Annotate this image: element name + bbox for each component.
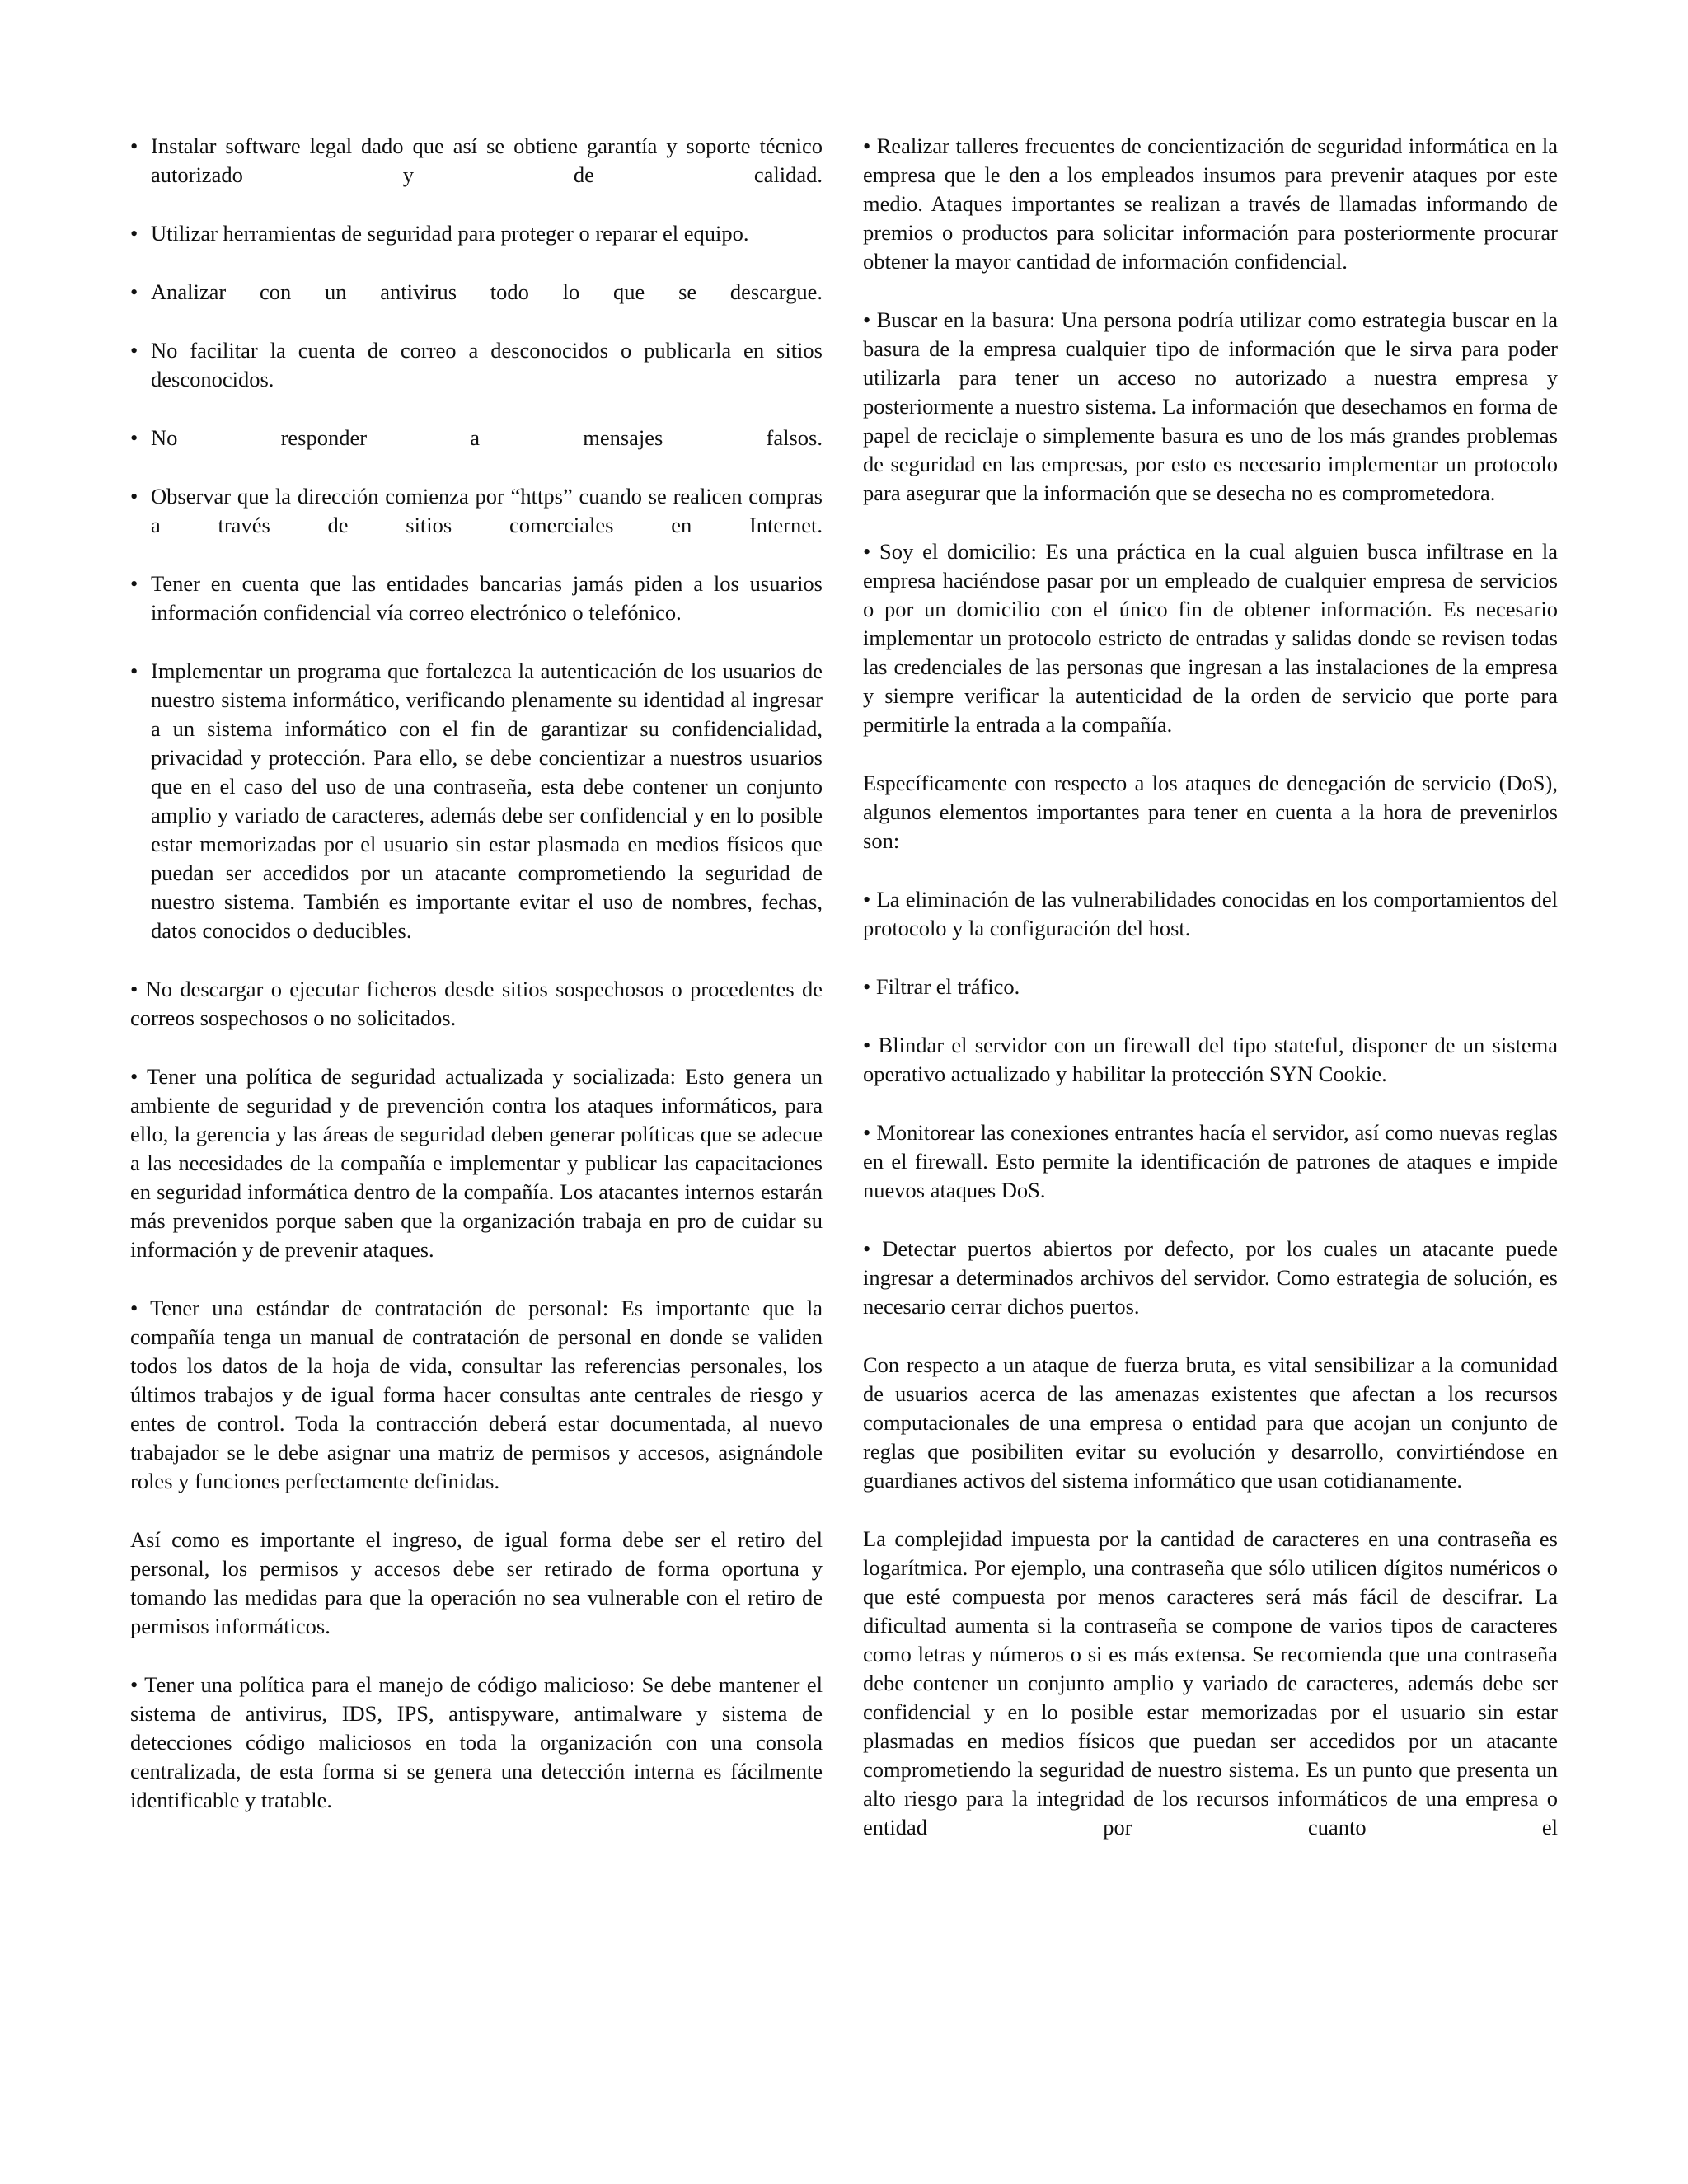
paragraph: • No descargar o ejecutar ficheros desde sitios sospechosos o procedentes de correos sospechosos o no solicitados. — [130, 977, 823, 1030]
bullet-marker: • — [130, 484, 138, 509]
list-item-text: No facilitar la cuenta de correo a desconocidos o publicarla en sitios desconocidos. — [151, 338, 823, 391]
list-item-text: No responder a mensajes falsos. — [151, 425, 823, 450]
paragraph: • Buscar en la basura: Una persona podría utilizar como estrategia buscar en la basura de la empresa cualquier tipo de información que le sirva para poder utilizarla para tener un acceso no autorizado a nuestra empresa y posteriormente a nuestro sistema. La información que desechamos en forma de papel de reciclaje o simplemente basura es uno de los más grandes problemas de seguridad en las empresas, por esto es necesario implementar un protocolo para asegurar que la información que se desecha no es comprometedora. — [863, 307, 1558, 505]
list-item-text: Utilizar herramientas de seguridad para proteger o reparar el equipo. — [151, 221, 749, 246]
list-item-text: Tener en cuenta que las entidades bancarias jamás piden a los usuarios información confidencial vía correo electrónico o telefónico. — [151, 571, 823, 625]
paragraph: • Filtrar el tráfico. — [863, 974, 1020, 999]
paragraph: • Detectar puertos abiertos por defecto, por los cuales un atacante puede ingresar a determinados archivos del servidor. Como estrategia de solución, es necesario cerrar dichos puertos. — [863, 1236, 1558, 1319]
bullet-marker: • — [130, 338, 138, 363]
list-item — [130, 336, 823, 394]
bullet-marker: • — [130, 279, 138, 304]
list-item — [130, 132, 823, 190]
bullet-marker: • — [130, 571, 138, 596]
list-item — [130, 424, 823, 452]
paragraph: • Monitorear las conexiones entrantes hacía el servidor, así como nuevas reglas en el firewall. Esto permite la identificación de patrones de ataques e impide nuevos ataques DoS. — [863, 1120, 1558, 1202]
bullet-marker: • — [130, 658, 138, 683]
list-item-text: Implementar un programa que fortalezca la autenticación de los usuarios de nuestro sistema informático, verificando plenamente su identidad al ingresar a un sistema informático con el fin de garantizar su confidencialidad, privacidad y protección. Para ello, se debe concientizar a nuestros usuarios que en el caso del uso de una contraseña, esta debe contener un conjunto amplio y variado de caracteres, además debe ser confidencial y en lo posible estar memorizadas por el usuario sin estar plasmada en medios físicos que puedan ser accedidos por un atacante comprometiendo la seguridad de nuestro sistema. También es importante evitar el uso de nombres, fechas, datos conocidos o deducibles. — [151, 658, 823, 943]
list-item — [130, 657, 823, 945]
bullet-marker: • — [130, 425, 138, 450]
paragraph: • Tener una política para el manejo de código malicioso: Se debe mantener el sistema de antivirus, IDS, IPS, antispyware, antimalware y sistema de detecciones código maliciosos en toda la organización con una consola centralizada, de esta forma si se genera una detección interna es fácilmente identificable y tratable. — [130, 1672, 823, 1812]
paragraph: Específicamente con respecto a los ataques de denegación de servicio (DoS), algunos elementos importantes para tener en cuenta a la hora de prevenirlos son: — [863, 771, 1558, 853]
list-item-text: Observar que la dirección comienza por “https” cuando se realicen compras a través de sitios comerciales en Internet. — [151, 484, 823, 537]
list-item — [130, 219, 823, 248]
list-item-text: Analizar con un antivirus todo lo que se descargue. — [151, 279, 823, 304]
bullet-marker: • — [130, 221, 138, 246]
paragraph: • Tener una política de seguridad actualizada y socializada: Esto genera un ambiente de seguridad y de prevención contra los ataques informáticos, para ello, la gerencia y las áreas de seguridad deben generar políticas que se adecue a las necesidades de la compañía e implementar y publicar las capacitaciones en seguridad informática dentro de la compañía. Los atacantes internos estarán más prevenidos porque saben que la organización trabaja en pro de cuidar su información y de prevenir ataques. — [130, 1064, 823, 1262]
list-item — [130, 278, 823, 307]
bullet-marker: • — [130, 134, 138, 158]
list-item — [130, 569, 823, 627]
paragraph: • Tener una estándar de contratación de personal: Es importante que la compañía tenga un manual de contratación de personal en donde se validen todos los datos de la hoja de vida, consultar las referencias personales, los últimos trabajos y de igual forma hacer consultas ante centrales de riesgo y entes de control. Toda la contracción deberá estar documentada, al nuevo trabajador se le debe asignar una matriz de permisos y accesos, asignándole roles y funciones perfectamente definidas. — [130, 1296, 823, 1493]
paragraph: • La eliminación de las vulnerabilidades conocidas en los comportamientos del protocolo y la configuración del host. — [863, 887, 1558, 940]
paragraph: Así como es importante el ingreso, de igual forma debe ser el retiro del personal, los permisos y accesos debe ser retirado de forma oportuna y tomando las medidas para que la operación no sea vulnerable con el retiro de permisos informáticos. — [130, 1527, 823, 1638]
left-column — [130, 132, 823, 1844]
list-item-text: Instalar software legal dado que así se obtiene garantía y soporte técnico autorizado y de calidad. — [151, 134, 823, 187]
paragraph: • Blindar el servidor con un firewall del tipo stateful, disponer de un sistema operativo actualizado y habilitar la protección SYN Cookie. — [863, 1033, 1558, 1086]
list-item — [130, 482, 823, 540]
paragraph: Con respecto a un ataque de fuerza bruta, es vital sensibilizar a la comunidad de usuarios acerca de las amenazas existentes que afectan a los recursos computacionales de una empresa o entidad para que acojan un conjunto de reglas que posibiliten evitar su evolución y desarrollo, convirtiéndose en guardianes activos del sistema informático que usan cotidianamente. — [863, 1352, 1558, 1493]
paragraph: La complejidad impuesta por la cantidad de caracteres en una contraseña es logarítmica. Por ejemplo, una contraseña que sólo utilicen dígitos numéricos o que esté compuesta por menos caracteres será más fácil de descifrar. La dificultad aumenta si la contraseña se compone de varios tipos de caracteres como letras y números o si es más extensa. Se recomienda que una contraseña debe contener un conjunto amplio y variado de caracteres, además debe ser confidencial y en lo posible estar memorizadas por el usuario sin estar plasmadas en medios físicos que puedan ser accedidos por un atacante comprometiendo la seguridad de nuestro sistema. Es un punto que presenta un alto riesgo para la integridad de los recursos informáticos de una empresa o entidad por cuanto el — [863, 1526, 1558, 1840]
right-column — [863, 132, 1558, 1872]
paragraph: • Realizar talleres frecuentes de concientización de seguridad informática en la empresa que le den a los empleados insumos para prevenir ataques por este medio. Ataques importantes se realizan a través de llamadas informando de premios o productos para solicitar información para posteriormente procurar obtener la mayor cantidad de información confidencial. — [863, 134, 1558, 274]
paragraph: • Soy el domicilio: Es una práctica en la cual alguien busca infiltrase en la empresa haciéndose pasar por un empleado de cualquier empresa de servicios o por un domicilio con el único fin de obtener información. Es necesario implementar un protocolo estricto de entradas y salidas donde se revisen todas las credenciales de las personas que ingresan a las instalaciones de la empresa y siempre verificar la autenticidad de la orden de servicio que porte para permitirle la entrada a la compañía. — [863, 539, 1558, 737]
